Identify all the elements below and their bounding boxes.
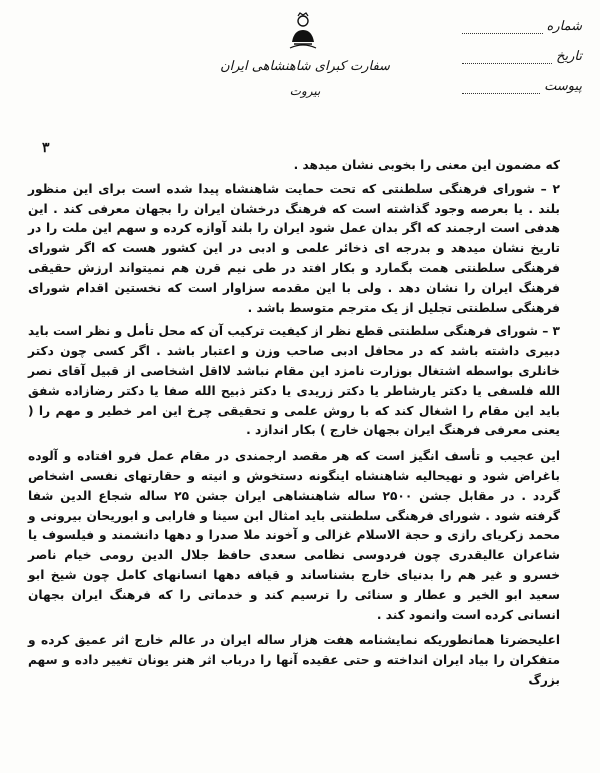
embassy-name: سفارت کبرای شاهنشاهی ایران [220,59,390,74]
letter-meta-block [462,10,582,100]
paragraph-closing: اعلیحضرتا همانطوریکه نمایشنامه هفت هزار ساله ایران در عالم خارج اثر عمیق کرده و متفکران را بیاد ایران انداخته و حتی عقیده آنها را درباب اثر هنر یونان تغییر داده و سهم بزرگ [28,633,560,687]
date-label: تاریخ [556,49,582,64]
attachment-field [462,70,582,94]
lion-and-sun-emblem-icon [288,12,318,50]
page-number: ۳ [42,140,50,156]
number-field [462,10,582,34]
attachment-line [462,79,540,94]
date-field [462,40,582,64]
letterhead [180,58,430,100]
number-line [462,19,543,34]
paragraph-point-2: ۲ – شورای فرهنگی سلطنتی که تحت حمایت شاهنشاه پیدا شده است برای این منظور بلند . یا بعرصه وجود گذاشته است که فرهنگ درخشان ایران را بجهان معرفی کند . این هدفی است ارجمند که اگر بدان عمل شود ایران را بلند آوازه کرده و سهم این ملت را در تاریخ نشان میدهد و بدرجه ای ذخائر علمی و ادبی در این کشور هست که اگر شورای فرهنگی سلطنتی همت بگمارد و بکار افتد در طی نیم قرن هم نمیتواند ارزش حقیقی فرهنگ ایران را نشان دهد . ولی با این مقدمه سزاوار است که نخستین اقدام شورای فرهنگی سلطنتی تجلیل از یک مترجم متوسط باشد . [28,181,560,315]
embassy-city: بیروت [289,84,321,98]
date-line [462,49,552,64]
attachment-label: پیوست [544,79,582,94]
number-label: شماره [546,19,582,34]
paragraph-intro: که مضمون این معنی را بخوبی نشان میدهد . [293,158,560,172]
paragraph-point-3: ۳ – شورای فرهنگی سلطنتی قطع نظر از کیفیت ترکیب آن که محل تأمل و نظر است باید دبیری داشته باشد که در محافل ادبی صاحب وزن و اعتبار باشد . اگر کسی چون دکتر خانلری بواسطه اشتغال بوزارت نامزد این مقام نباشد لااقل اشخاصی از قبیل آقای نصر الله فلسفی یا دکتر یارشاطر یا دکتر زریدی یا دکتر ذبیح الله صفا یا دکتر رضازاده شفق باید این مقام را اشغال کند که با روش علمی و تحقیقی چرخ این امر خطیر و مهم را ( یعنی معرفی فرهنگ ایران بجهان خارج ) بکار اندازد . [28,324,560,438]
letter-body [28,156,560,695]
paragraph-criticism: این عجیب و تأسف انگیز است که هر مقصد ارجمندی در مقام عمل فرو افتاده و آلوده باغراض شود و نهیحالیه شاهنشاه اینگونه دستخوش و انیته و حقارتهای نفسی اشخاص گردد . در مقابل جشن ۲۵۰۰ ساله شاهنشاهی ایران جشن ۲۵ ساله شجاع الدین شفا گرفته شود . شورای فرهنگی سلطنتی باید امثال ابن سینا و فارابی و ابوریحان بیرونی و محمد زکریای رازی و حجة الاسلام غزالی و آخوند ملا صدرا و دهها دانشمند و فیلسوف یا شاعران عالیقدری چون فردوسی نظامی سعدی حافظ جلال الدین رومی خیام ناصر خسرو و غیر هم را بدنیای خارج بشناساند و قیافه دهها انسانهای کامل چون شیخ ابو سعید ابو الخیر و عطار و سنائی را ترسیم کند و خدماتی را که فرهنگ ایران بجهان انسانی کرده است وانمود کند . [28,449,560,622]
